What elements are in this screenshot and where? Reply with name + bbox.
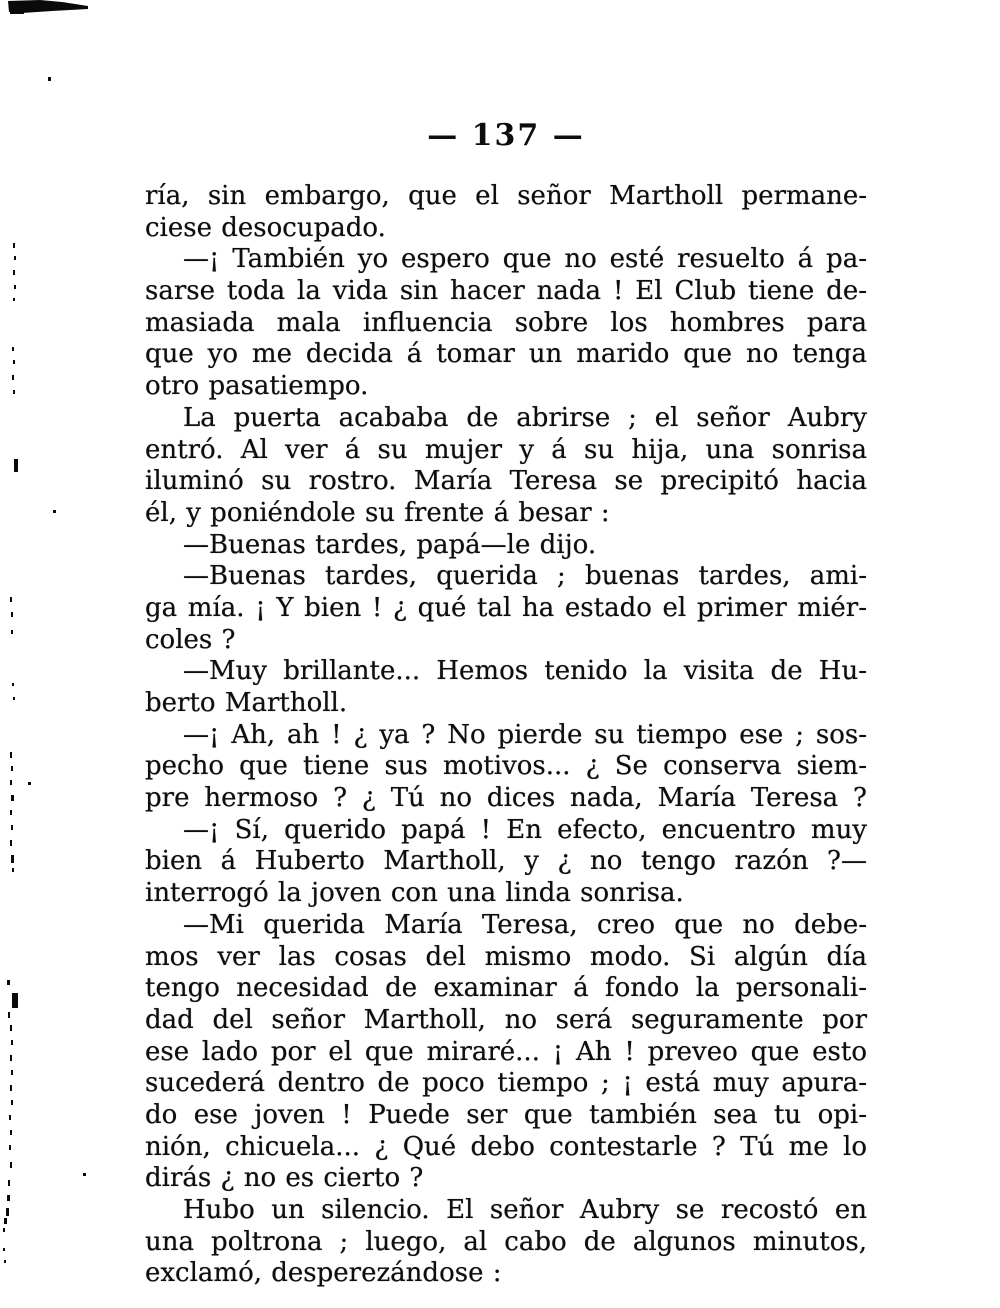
text-line: —¡ Ah, ah ! ¿ ya ? No pierde su tiempo ese ; sos-: [183, 719, 867, 750]
text-line: berto Martholl.: [145, 688, 348, 718]
text-line: él, y poniéndole su frente á besar :: [145, 497, 610, 528]
text-line: otro pasatiempo.: [145, 371, 369, 402]
text-line: ciese desocupado.: [145, 212, 386, 243]
text-line: sucederá dentro de poco tiempo ; ¡ está muy apura-: [145, 1068, 867, 1099]
text-line: do ese joven ! Puede ser que también sea tu opi-: [145, 1099, 867, 1130]
text-line: entró. Al ver á su mujer y á su hija, una sonrisa: [145, 434, 867, 465]
text-line: pre hermoso ? ¿ Tú no dices nada, María Teresa ?: [145, 783, 867, 814]
text-line: ese lado por el que miraré... ¡ Ah ! preveo que esto: [145, 1036, 867, 1067]
text-line: tengo necesidad de examinar á fondo la personali-: [145, 973, 867, 1004]
page-number: — 137 —: [427, 118, 585, 153]
text-line: nión, chicuela... ¿ Qué debo contestarle ? Tú me lo: [145, 1131, 867, 1162]
text-line: que yo me decida á tomar un marido que no tenga: [145, 339, 867, 370]
text-line: bien á Huberto Martholl, y ¿ no tengo razón ?—: [145, 846, 867, 877]
text-line: Hubo un silencio. El señor Aubry se recostó en: [183, 1195, 867, 1225]
text-line: ga mía. ¡ Y bien ! ¿ qué tal ha estado el primer miér-: [145, 592, 867, 623]
top-edge-artifact: [8, 0, 88, 13]
text-line: una poltrona ; luego, al cabo de algunos minutos,: [145, 1226, 867, 1257]
text-line: sarse toda la vida sin hacer nada ! El Club tiene de-: [145, 276, 867, 307]
text-line: coles ?: [145, 624, 236, 655]
text-line: masiada mala influencia sobre los hombres para: [145, 307, 867, 338]
scan-noise-artifacts: [0, 0, 100, 1308]
text-line: exclamó, desperezándose :: [145, 1258, 502, 1289]
text-line: interrogó la joven con una linda sonrisa.: [145, 878, 684, 909]
text-line: pecho que tiene sus motivos... ¿ Se conserva siem-: [145, 751, 867, 782]
text-line: —Mi querida María Teresa, creo que no debe-: [183, 909, 867, 940]
text-line: —Buenas tardes, querida ; buenas tardes, ami-: [183, 561, 867, 592]
text-line: ría, sin embargo, que el señor Martholl permane-: [145, 181, 867, 211]
text-line: dirás ¿ no es cierto ?: [145, 1163, 424, 1194]
text-line: iluminó su rostro. María Teresa se precipitó hacia: [145, 466, 867, 497]
text-line: dad del señor Martholl, no será seguramente por: [145, 1004, 867, 1035]
text-line: La puerta acababa de abrirse ; el señor Aubry: [183, 402, 867, 433]
text-line: —¡ Sí, querido papá ! En efecto, encuentro muy: [183, 814, 867, 845]
text-line: —¡ También yo espero que no esté resuelto á pa-: [183, 244, 867, 275]
text-block: [145, 181, 867, 1290]
text-line: mos ver las cosas del mismo modo. Si algún día: [145, 941, 867, 972]
text-line: —Muy brillante... Hemos tenido la visita de Hu-: [183, 656, 867, 687]
text-line: —Buenas tardes, papá—le dijo.: [183, 529, 597, 560]
